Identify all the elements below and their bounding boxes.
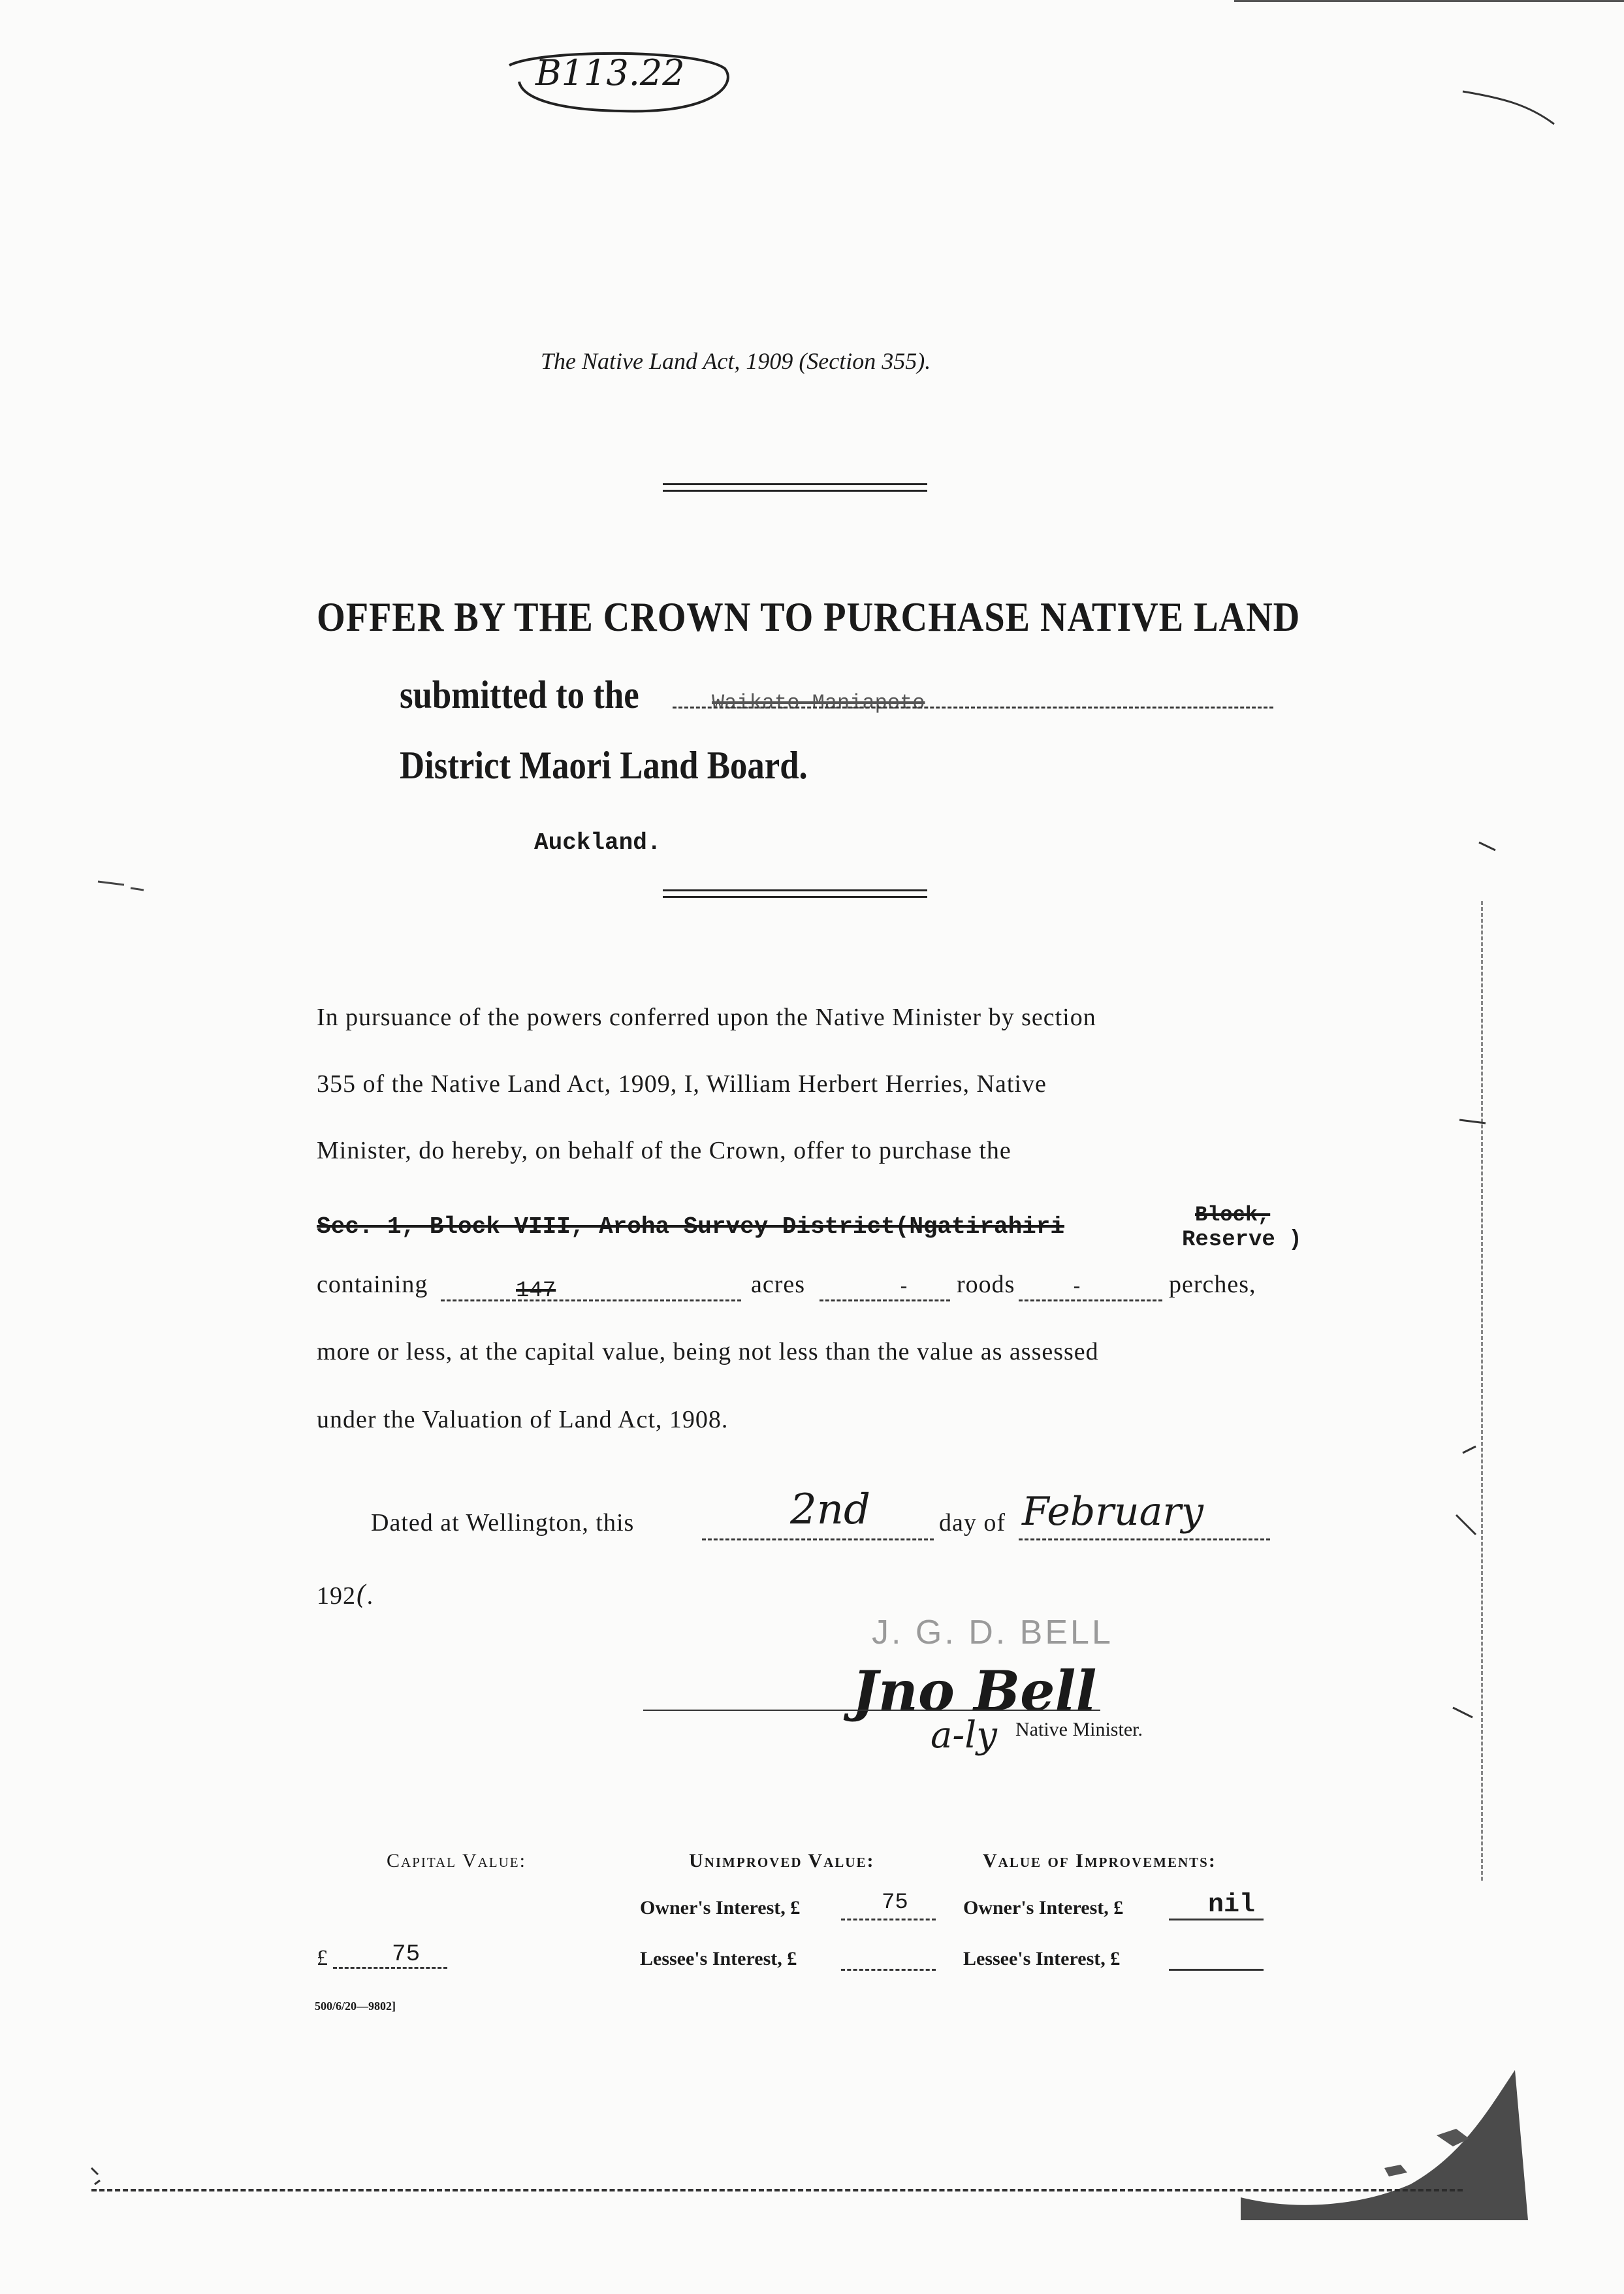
unimproved-owner-value: 75 (882, 1890, 908, 1915)
body-line-6: under the Valuation of Land Act, 1908. (317, 1406, 729, 1433)
divider-rule (663, 490, 927, 492)
block-word-struck: Block, (1195, 1203, 1271, 1227)
divider-rule (663, 896, 927, 898)
scan-left-marks (0, 0, 170, 2294)
file-reference-text: B113.22 (535, 52, 685, 93)
board-title: District Maori Land Board. (400, 744, 808, 787)
print-code: 500/6/20—9802] (315, 1999, 396, 2013)
improvements-lessee-label: Lessee's Interest, £ (963, 1948, 1121, 1969)
capital-currency: £ (317, 1946, 328, 1970)
unimproved-lessee-label: Lessee's Interest, £ (640, 1948, 797, 1969)
signature-line (643, 1710, 1100, 1711)
capital-blank (333, 1967, 447, 1969)
document-title: OFFER BY THE CROWN TO PURCHASE NATIVE LAND (317, 594, 1301, 640)
body-line-5: more or less, at the capital value, being not less than the value as assessed (317, 1338, 1099, 1365)
capital-value: 75 (392, 1941, 421, 1967)
board-name-typed: Auckland. (534, 829, 661, 856)
acres-value: 147 (516, 1279, 556, 1303)
board-name-struck: Waikato-Maniapoto (712, 691, 925, 715)
month-blank (1019, 1538, 1270, 1540)
roods-value: - (898, 1277, 910, 1299)
land-description-struck: Sec. 1, Block VIII, Aroha Survey District(Ngatirahiri (317, 1213, 1064, 1240)
unimproved-owner-label: Owner's Interest, £ (640, 1897, 801, 1919)
acting-mark: a-ly (931, 1714, 997, 1757)
year-label: 192(. (317, 1580, 374, 1610)
file-reference-circle (503, 46, 738, 118)
improvements-owner-label: Owner's Interest, £ (963, 1897, 1124, 1919)
day-handwritten: 2nd (790, 1486, 870, 1534)
minister-title: Native Minister. (1015, 1719, 1143, 1740)
signature: Jno Bell (852, 1659, 1097, 1723)
divider-rule (663, 483, 927, 485)
improvements-lessee-blank (1169, 1969, 1264, 1971)
act-heading: The Native Land Act, 1909 (Section 355). (541, 348, 931, 374)
roods-blank (820, 1299, 950, 1301)
unimproved-lessee-blank (841, 1969, 936, 1971)
divider-rule (663, 889, 927, 891)
body-line-3: Minister, do hereby, on behalf of the Crown, offer to purchase the (317, 1137, 1011, 1164)
improvements-owner-value: nil (1208, 1890, 1256, 1920)
roods-label: roods (957, 1271, 1015, 1298)
unimproved-owner-blank (841, 1919, 936, 1920)
stamped-name: J. G. D. BELL (872, 1614, 1113, 1651)
month-handwritten: February (1022, 1489, 1203, 1535)
improvements-value-heading: Value of Improvements: (983, 1850, 1217, 1872)
board-line: submitted to the (400, 673, 639, 716)
body-line-1: In pursuance of the powers conferred upon the Native Minister by section (317, 1004, 1096, 1031)
body-line-2: 355 of the Native Land Act, 1909, I, William Herbert Herries, Native (317, 1070, 1047, 1098)
dated-prefix: Dated at Wellington, this (371, 1509, 635, 1537)
acres-label: acres (751, 1271, 806, 1298)
perches-blank (1019, 1299, 1162, 1301)
perches-value: - (1071, 1277, 1083, 1299)
acres-blank (441, 1299, 741, 1301)
reserve-label: Reserve ) (1182, 1228, 1302, 1252)
scan-right-marks (1424, 0, 1624, 2294)
day-blank (702, 1538, 934, 1540)
containing-label: containing (317, 1271, 428, 1298)
perches-label: perches, (1169, 1271, 1256, 1298)
capital-value-heading: Capital Value: (387, 1850, 526, 1872)
board-name-line (673, 707, 1273, 709)
day-of-label: day of (939, 1509, 1006, 1537)
unimproved-value-heading: Unimproved Value: (689, 1850, 875, 1872)
